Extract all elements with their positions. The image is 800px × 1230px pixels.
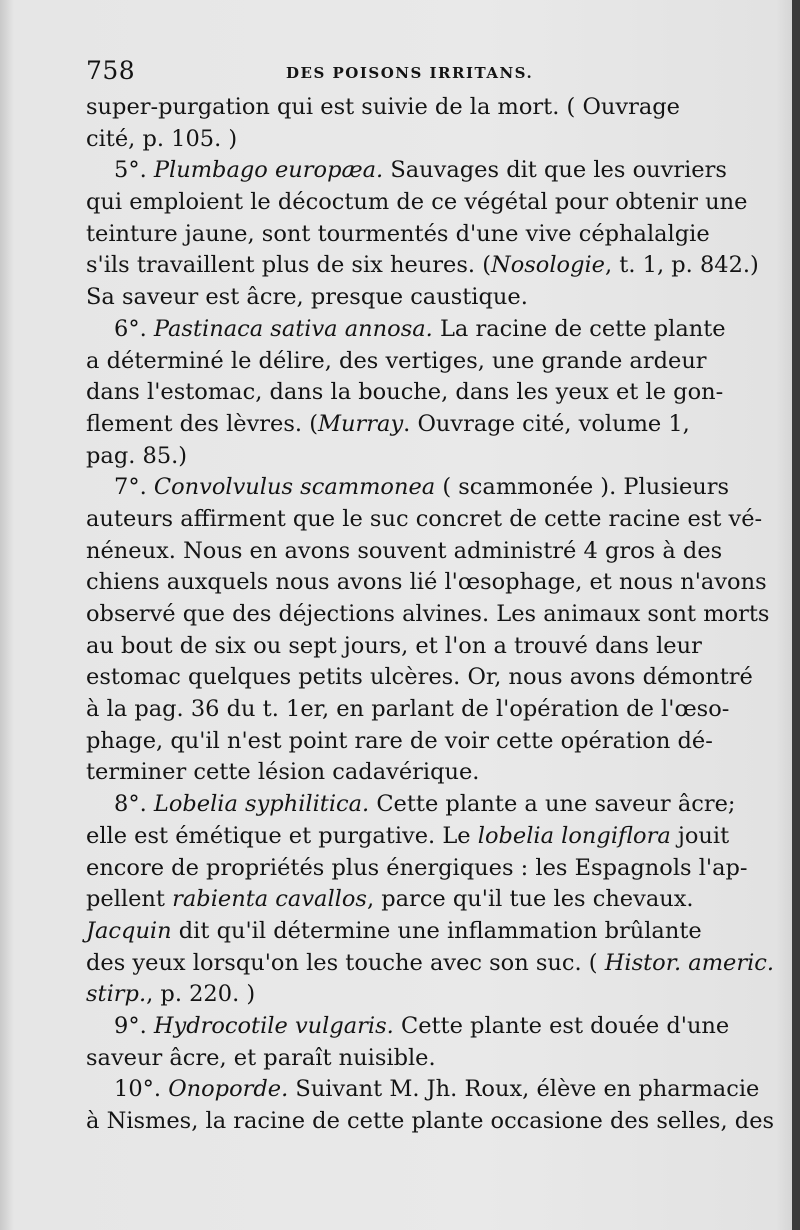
text-line — [86, 1011, 736, 1043]
text-span: , parce qu'il tue les chevaux. — [366, 886, 694, 913]
text-line — [86, 1043, 736, 1075]
text-span: super-purgation qui est suivie de la mort. ( Ouvrage — [86, 94, 680, 120]
text-line — [86, 694, 736, 726]
page-number: 758 — [86, 56, 136, 85]
text-span: pellent — [86, 886, 173, 913]
text-line — [86, 314, 736, 346]
italic-text: Pastinaca sativa annosa. — [153, 315, 433, 342]
italic-text: lobelia longiflora — [477, 822, 671, 849]
text-line — [86, 92, 736, 124]
text-span: 7°. — [114, 474, 154, 501]
italic-text: Nosologie — [491, 252, 605, 279]
text-line — [86, 599, 770, 631]
text-line — [86, 155, 736, 187]
text-span: Suivant M. Jh. Roux, élève en pharmacie — [288, 1076, 760, 1103]
text-span: phage, qu'il n'est point rare de voir cette opération dé- — [86, 727, 713, 754]
text-span: chiens auxquels nous avons lié l'œsophage, et nous n'avons — [86, 569, 767, 596]
text-span: cité, p. 105. ) — [86, 125, 238, 152]
text-span: jouit — [670, 822, 730, 849]
text-span: 6°. — [114, 315, 154, 342]
italic-text: rabienta cavallos — [172, 886, 367, 913]
text-line — [86, 884, 736, 916]
text-line — [86, 504, 763, 536]
text-span: dit qu'il détermine une inflammation brûlante — [171, 917, 702, 944]
text-line — [86, 916, 736, 948]
text-span: observé que des déjections alvines. Les animaux sont morts — [86, 601, 770, 627]
text-span: La racine de cette plante — [432, 315, 726, 342]
text-span: teinture jaune, sont tourmentés d'une vive céphalalgie — [86, 220, 710, 247]
text-span: des yeux lorsqu'on les touche avec son suc. ( — [86, 949, 605, 976]
text-span: Cette plante a une saveur âcre; — [369, 791, 736, 818]
text-span: , p. 220. ) — [146, 981, 256, 1008]
text-span: estomac quelques petits ulcères. Or, nous avons démontré — [86, 664, 753, 691]
italic-text: Jacquin — [86, 917, 172, 944]
text-line — [86, 441, 736, 473]
text-line — [86, 346, 736, 378]
text-span: elle est émétique et purgative. Le — [86, 822, 478, 849]
text-span: saveur âcre, et paraît nuisible. — [86, 1044, 436, 1071]
text-line — [86, 662, 753, 694]
text-span: néneux. Nous en avons souvent administré 4 gros à des — [86, 537, 723, 564]
text-line — [86, 377, 736, 409]
text-line — [86, 726, 736, 758]
text-span: Sauvages dit que les ouvriers — [383, 157, 727, 184]
text-line — [86, 187, 748, 219]
text-span: au bout de six ou sept jours, et l'on a trouvé dans leur — [86, 632, 702, 659]
text-span: 9°. — [114, 1012, 154, 1039]
italic-text: Murray — [318, 410, 404, 437]
text-span: Sa saveur est âcre, presque caustique. — [86, 284, 528, 311]
text-span: encore de propriétés plus énergiques : les Espagnols l'ap- — [86, 854, 748, 881]
text-line — [86, 250, 759, 282]
text-line — [86, 567, 767, 599]
text-span: Cette plante est douée d'une — [393, 1012, 730, 1039]
page-header — [86, 56, 736, 96]
text-span: . Ouvrage cité, volume 1, — [403, 410, 690, 437]
text-span: a déterminé le délire, des vertiges, une grande ardeur — [86, 347, 707, 374]
italic-text: stirp. — [86, 981, 147, 1008]
italic-text: Hydrocotile vulgaris. — [153, 1012, 394, 1039]
text-span: , t. 1, p. 842.) — [604, 252, 759, 279]
body-text — [86, 92, 775, 1138]
text-span: dans l'estomac, dans la bouche, dans les yeux et le gon- — [86, 379, 724, 406]
text-line — [86, 472, 736, 504]
text-line — [86, 219, 736, 251]
text-span: 10°. — [114, 1076, 169, 1103]
text-line — [86, 789, 736, 821]
italic-text: Convolvulus scammonea — [153, 474, 436, 501]
text-span: à la pag. 36 du t. 1er, en parlant de l'opération de l'œso- — [86, 696, 730, 723]
text-span: 5°. — [114, 157, 154, 184]
text-line — [86, 631, 736, 663]
text-line — [86, 757, 736, 789]
text-span: à Nismes, la racine de cette plante occasione des selles, des — [86, 1108, 775, 1134]
italic-text: Onoporde. — [168, 1076, 289, 1103]
italic-text: Lobelia syphilitica. — [153, 791, 370, 818]
text-line — [86, 124, 736, 156]
text-span: qui emploient le décoctum de ce végétal pour obtenir une — [86, 189, 748, 216]
text-line — [86, 282, 736, 314]
text-line — [86, 979, 736, 1011]
running-title: DES POISONS IRRITANS. — [286, 64, 534, 82]
text-span: flement des lèvres. ( — [86, 410, 318, 437]
text-line — [86, 536, 736, 568]
italic-text: Histor. americ. — [604, 949, 775, 976]
text-line — [86, 1106, 775, 1138]
text-span: auteurs affirment que le suc concret de cette racine est vé- — [86, 505, 763, 532]
text-span: pag. 85.) — [86, 442, 188, 469]
text-line — [86, 853, 748, 885]
text-line — [86, 409, 736, 441]
text-span: terminer cette lésion cadavérique. — [86, 759, 480, 786]
text-line — [86, 948, 775, 980]
italic-text: Plumbago europæa. — [153, 157, 384, 184]
text-span: 8°. — [114, 791, 154, 818]
text-line — [86, 1074, 760, 1106]
text-line — [86, 821, 736, 853]
text-span: s'ils travaillent plus de six heures. ( — [86, 252, 491, 279]
text-span: ( scammonée ). Plusieurs — [435, 474, 730, 501]
